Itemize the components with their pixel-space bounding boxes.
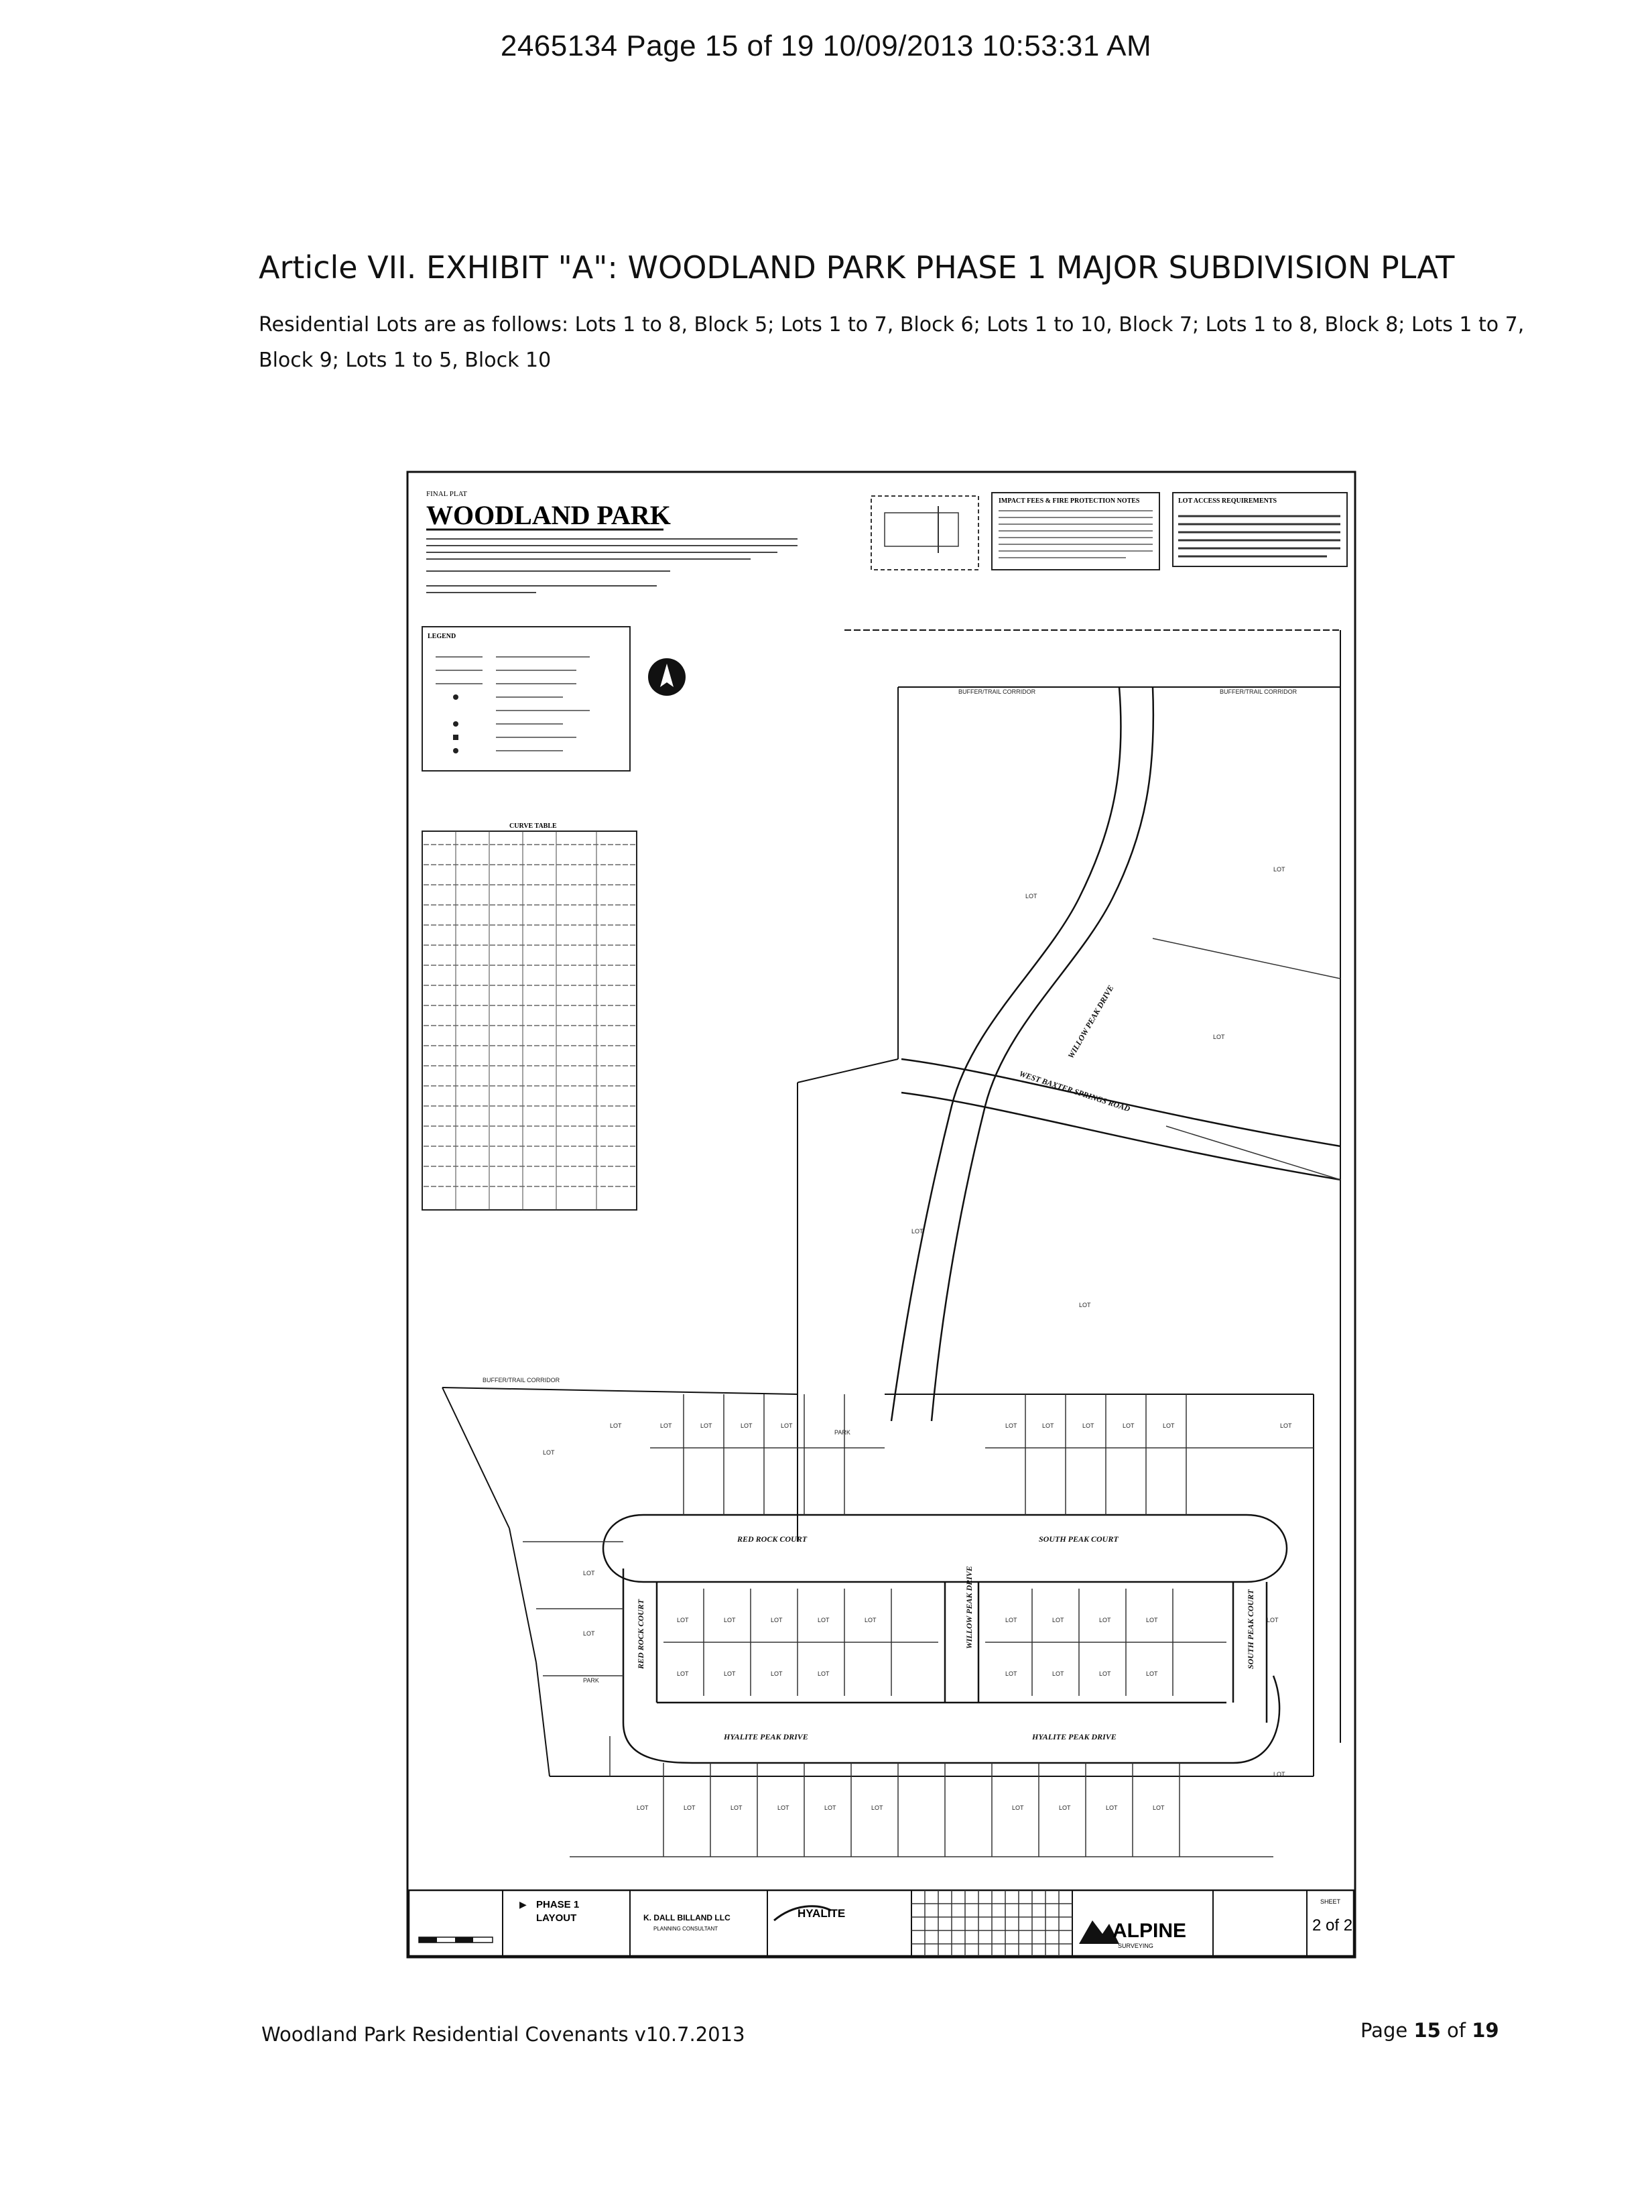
svg-text:LOT: LOT xyxy=(1059,1804,1071,1811)
svg-text:CURVE TABLE: CURVE TABLE xyxy=(509,822,557,830)
svg-text:LOT: LOT xyxy=(583,1570,595,1577)
willow-peak-drive-road xyxy=(891,687,1153,1421)
sheet-label: SHEET xyxy=(1320,1898,1341,1905)
svg-text:LOT: LOT xyxy=(1005,1422,1017,1429)
svg-text:LOT: LOT xyxy=(583,1630,595,1637)
plat-title-block xyxy=(409,1890,1354,1956)
svg-text:LOT: LOT xyxy=(771,1670,783,1677)
svg-text:LOT: LOT xyxy=(1273,1771,1285,1778)
alpine-logo-text: ALPINE xyxy=(1113,1920,1187,1942)
plat-name: WOODLAND PARK xyxy=(426,500,671,530)
svg-text:LOT: LOT xyxy=(637,1804,649,1811)
label-south-peak-court: SOUTH PEAK COURT xyxy=(1039,1534,1119,1544)
svg-text:LOT: LOT xyxy=(1280,1422,1292,1429)
svg-text:LOT: LOT xyxy=(1005,1670,1017,1677)
recording-stamp: 2465134 Page 15 of 19 10/09/2013 10:53:31 AM xyxy=(500,29,1152,62)
svg-text:LOT: LOT xyxy=(1082,1422,1094,1429)
svg-text:LOT: LOT xyxy=(1052,1670,1064,1677)
svg-text:LOT: LOT xyxy=(781,1422,793,1429)
svg-text:LOT: LOT xyxy=(871,1804,883,1811)
label-hyalite-peak-drive-right: HYALITE PEAK DRIVE xyxy=(1032,1732,1117,1741)
label-red-rock-court-vertical: RED ROCK COURT xyxy=(636,1599,645,1669)
svg-text:LOT: LOT xyxy=(660,1422,672,1429)
svg-text:LOT: LOT xyxy=(818,1617,830,1623)
firm-sub: PLANNING CONSULTANT xyxy=(653,1926,718,1932)
svg-text:PARK: PARK xyxy=(583,1677,599,1684)
svg-text:LOT: LOT xyxy=(1146,1670,1158,1677)
svg-text:LOT: LOT xyxy=(700,1422,712,1429)
svg-text:LOT: LOT xyxy=(818,1670,830,1677)
svg-text:LOT: LOT xyxy=(777,1804,789,1811)
svg-text:PARK: PARK xyxy=(834,1429,850,1436)
footer-document-name: Woodland Park Residential Covenants v10.7.2013 xyxy=(261,2023,745,2046)
svg-text:LOT: LOT xyxy=(1273,866,1285,873)
west-baxter-springs-road xyxy=(901,1059,1340,1180)
alpine-sub: SURVEYING xyxy=(1118,1943,1153,1949)
svg-text:LOT: LOT xyxy=(543,1449,555,1456)
plat-header-small: FINAL PLAT xyxy=(426,490,468,498)
label-buffer-trail-left: BUFFER/TRAIL CORRIDOR xyxy=(483,1377,560,1384)
svg-text:LOT: LOT xyxy=(824,1804,836,1811)
svg-text:LOT: LOT xyxy=(1099,1670,1111,1677)
svg-text:LOT: LOT xyxy=(724,1617,736,1623)
label-buffer-trail-top-right: BUFFER/TRAIL CORRIDOR xyxy=(1220,688,1297,695)
svg-text:LOT: LOT xyxy=(1079,1302,1091,1308)
lot-labels xyxy=(543,866,1292,1811)
svg-text:LOT: LOT xyxy=(610,1422,622,1429)
phase-label: PHASE 1 xyxy=(536,1899,580,1910)
svg-text:LOT: LOT xyxy=(865,1617,877,1623)
svg-text:LOT: LOT xyxy=(1012,1804,1024,1811)
svg-text:LOT: LOT xyxy=(1099,1617,1111,1623)
svg-text:LOT: LOT xyxy=(730,1804,743,1811)
footer-page-number: Page 15 of 19 xyxy=(1360,2019,1499,2042)
svg-text:LOT: LOT xyxy=(911,1228,924,1235)
svg-text:LOT: LOT xyxy=(1123,1422,1135,1429)
svg-text:LOT: LOT xyxy=(1146,1617,1158,1623)
svg-text:LOT: LOT xyxy=(1042,1422,1054,1429)
svg-text:LOT: LOT xyxy=(771,1617,783,1623)
svg-text:LOT: LOT xyxy=(677,1670,689,1677)
label-south-peak-court-vertical: SOUTH PEAK COURT xyxy=(1246,1589,1255,1669)
article-title: Article VII. EXHIBIT "A": WOODLAND PARK PHASE 1 MAJOR SUBDIVISION PLAT xyxy=(259,249,1455,286)
subdivision-plat xyxy=(402,469,1360,1961)
label-west-baxter-springs-road: WEST BAXTER SPRINGS ROAD xyxy=(1018,1068,1131,1114)
svg-text:LOT: LOT xyxy=(741,1422,753,1429)
lot-access-title: LOT ACCESS REQUIREMENTS xyxy=(1178,497,1277,505)
label-willow-peak-drive-vertical: WILLOW PEAK DRIVE xyxy=(964,1566,974,1649)
svg-text:LOT: LOT xyxy=(684,1804,696,1811)
legend-title: LEGEND xyxy=(428,633,456,640)
cul-de-sac-roads xyxy=(603,1515,1287,1763)
layout-label: LAYOUT xyxy=(536,1912,577,1924)
svg-text:LOT: LOT xyxy=(1163,1422,1175,1429)
label-willow-peak-drive-upper: WILLOW PEAK DRIVE xyxy=(1066,983,1116,1060)
svg-text:▶: ▶ xyxy=(519,1900,527,1910)
svg-text:LOT: LOT xyxy=(1267,1617,1279,1623)
impact-notes-title: IMPACT FEES & FIRE PROTECTION NOTES xyxy=(999,497,1140,505)
svg-text:LOT: LOT xyxy=(1025,893,1037,900)
hyalite-logo-text: HYALITE xyxy=(798,1907,846,1920)
svg-text:LOT: LOT xyxy=(1005,1617,1017,1623)
svg-text:LOT: LOT xyxy=(1153,1804,1165,1811)
article-description: Residential Lots are as follows: Lots 1 to 8, Block 5; Lots 1 to 7, Block 6; Lots 1 to 10, Block 7; Lots 1 to 8, Block 8; Lots 1 to 7, Block 9; Lots 1 to 5, Block 10 xyxy=(259,313,1525,372)
label-hyalite-peak-drive-left: HYALITE PEAK DRIVE xyxy=(724,1732,808,1741)
svg-text:LOT: LOT xyxy=(1213,1034,1225,1040)
sheet-number: 2 of 2 xyxy=(1312,1916,1353,1934)
curve-table xyxy=(422,822,637,1210)
svg-text:LOT: LOT xyxy=(724,1670,736,1677)
svg-text:LOT: LOT xyxy=(677,1617,689,1623)
firm-name: K. DALL BILLAND LLC xyxy=(643,1913,730,1922)
svg-text:LOT: LOT xyxy=(1052,1617,1064,1623)
label-red-rock-court: RED ROCK COURT xyxy=(737,1534,808,1544)
svg-text:LOT: LOT xyxy=(1106,1804,1118,1811)
label-buffer-trail-top-left: BUFFER/TRAIL CORRIDOR xyxy=(958,688,1036,695)
plat-border xyxy=(407,472,1355,1957)
